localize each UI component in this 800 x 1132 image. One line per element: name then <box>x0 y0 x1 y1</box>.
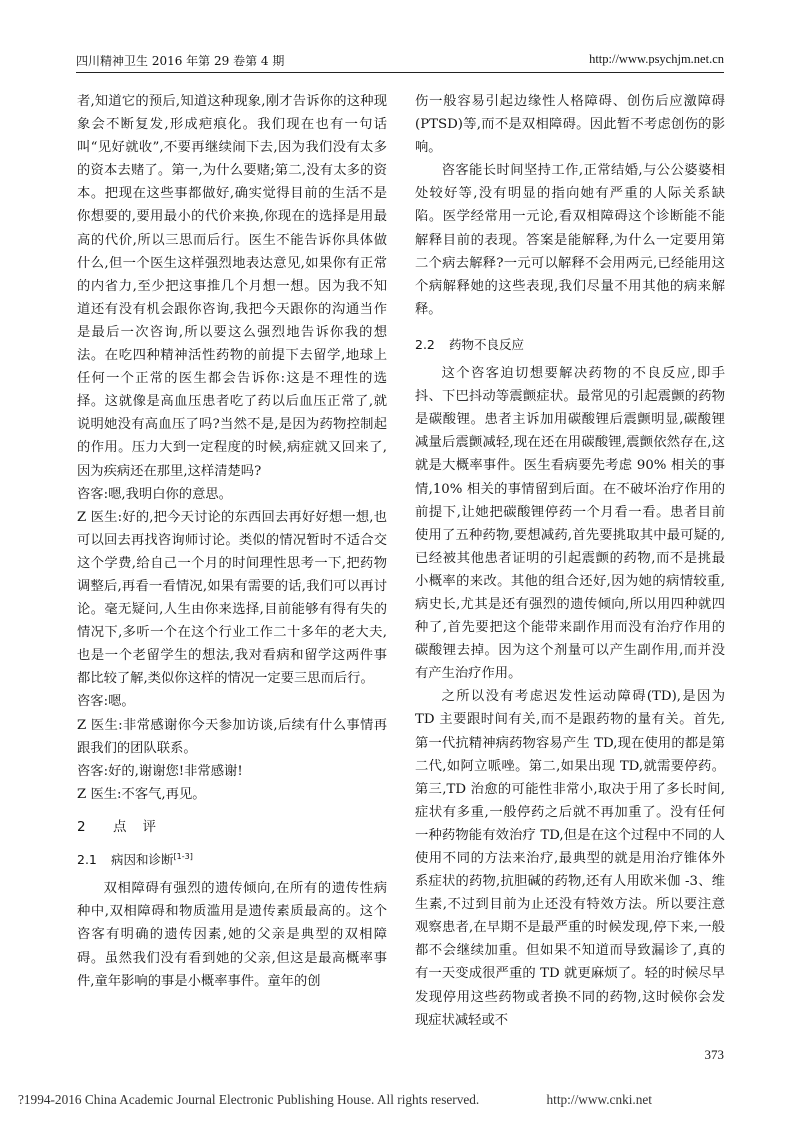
journal-title: 四川精神卫生 2016 年第 29 卷第 4 期 <box>76 54 285 68</box>
section-heading <box>77 816 387 839</box>
journal-url: http://www.psychjm.net.cn <box>589 52 724 66</box>
subsection-title: 药物不良反应 <box>449 336 525 352</box>
header-rule <box>76 72 724 73</box>
footer <box>18 1092 782 1108</box>
footer-site-link[interactable]: http://www.cnki.net <box>546 1092 652 1107</box>
dialogue-line: Z 医生:不客气,再见。 <box>77 786 206 802</box>
subsection-heading <box>415 333 725 356</box>
dialogue-line: Z 医生:好的,把今天讨论的东西回去再好好想一想,也可以回去再找咨询师讨论。类似的情况暂时不适合交这个学费,给自己一个月的时间理性思考一下,把药物调整后,再看一看情况,如果有需要的话,我们可以再讨论。毫无疑问,人生由你来选择,目前能够有得有失的情况下,多听一个在这个行业工作二十多年的老大夫,也是一个老留学生的想法,我对看病和留学这两件事都比较了解,类似你这样的情况一定要三思而后行。 <box>77 509 387 687</box>
paragraph: 这个咨客迫切想要解决药物的不良反应,即手抖、下巴抖动等震颤症状。最常见的引起震颤的药物是碳酸锂。患者主诉加用碳酸锂后震颤明显,碳酸锂减量后震颤减轻,现在还在用碳酸锂,震颤依然存在,这就是大概率事件。医生看病要先考虑 90% 相关的事情,10% 相关的事情留到后面。在不破坏治疗作用的前提下,让她把碳酸锂停药一个月看一看。患者目前使用了五种药物,要想减药,首先要挑取其中最可疑的,已经被其他患者证明的引起震颤的药物,而不是挑最小概率的来改。其他的组合还好,因为她的病情较重,病史长,尤其是还有强烈的遗传倾向,所以用四种就四种了,首先要把这个能带来副作用而没有治疗作用的碳酸锂去掉。因为这个剂量可以产生副作用,而并没有产生治疗作用。 <box>415 366 725 682</box>
running-header <box>76 52 724 72</box>
paragraph: 者,知道它的预后,知道这种现象,刚才告诉你的这种现象会不断复发,形成疤痕化。我们现在也有一句话叫“见好就收”,不要再继续闹下去,因为我们没有太多的资本去赌了。第一,为什么要赌;第二,没有太多的资本。把现在这些事都做好,确实觉得目前的生活不是你想要的,要用最小的代价来换,你现在的选择是用最高的代价,所以三思而后行。医生不能告诉你具体做什么,但一个医生这样强烈地表达意见,如果你有正常的内省力,至少把这事推几个月想一想。因为我不知道还有没有机会跟你咨询,我把今天跟你的沟通当作是最后一次咨询,所以要这么强烈地告诉你我的想法。在吃四种精神活性药物的前提下去留学,地球上任何一个正常的医生都会告诉你:这是不理性的选择。这就像是高血压患者吃了药以后血压正常了,就说明她没有高血压了吗?当然不是,是因为药物控制起的作用。压力大到一定程度的时候,病症就又回来了,因为疾病还在那里,这样清楚吗? <box>77 94 387 479</box>
left-column <box>77 90 387 993</box>
paragraph: 伤一般容易引起边缘性人格障碍、创伤后应激障碍(PTSD)等,而不是双相障碍。因此暂不考虑创伤的影响。 <box>415 94 725 156</box>
subsection-number: 2.2 <box>415 336 435 352</box>
section-number: 2 <box>77 818 86 835</box>
copyright-notice: ?1994-2016 China Academic Journal Electronic Publishing House. All rights reserved. <box>18 1092 480 1107</box>
subsection-number: 2.1 <box>77 852 97 868</box>
citation-ref: [1-3] <box>173 852 193 861</box>
right-column <box>415 90 725 1032</box>
paragraph: 双相障碍有强烈的遗传倾向,在所有的遗传性病种中,双相障碍和物质滥用是遗传素质最高的。这个咨客有明确的遗传因素,她的父亲是典型的双相障碍。虽然我们没有看到她的父亲,但这是最高概率事件,童年影响的事是小概率事件。童年的创 <box>77 881 387 989</box>
dialogue-line: 咨客:嗯。 <box>77 694 135 710</box>
subsection-title: 病因和诊断 <box>111 852 174 868</box>
paragraph: 之所以没有考虑迟发性运动障碍(TD),是因为 TD 主要跟时间有关,而不是跟药物的量有关。首先,第一代抗精神病药物容易产生 TD,现在使用的都是第二代,如阿立哌唑。第二,如果出现 TD,就需要停药。第三,TD 治愈的可能性非常小,取决于用了多长时间,症状有多重,一般停药之后就不再加重了。没有任何一种药物能有效治疗 TD,但是在这个过程中不同的人使用不同的方法来治疗,最典型的就是用治疗锥体外系症状的药物,抗胆碱的药物,还有人用欧米伽 -3、维生素,不过到目前为止还没有特效方法。所以要注意观察患者,在早期不是最严重的时候发现,停下来,一般都不会继续加重。但如果不知道而导致漏诊了,真的有一天变成很严重的 TD 就更麻烦了。轻的时候尽早发现停用这些药物或者换不同的药物,这时候你会发现症状减轻或不 <box>415 689 725 1028</box>
paragraph: 咨客能长时间坚持工作,正常结婚,与公公婆婆相处较好等,没有明显的指向她有严重的人际关系缺陷。医学经常用一元论,看双相障碍这个诊断能不能解释目前的表现。答案是能解释,为什么一定要用第二个病去解释?一元可以解释不会用两元,已经能用这个病解释她的这些表现,我们尽量不用其他的病来解释。 <box>415 163 725 317</box>
subsection-heading <box>77 845 387 871</box>
dialogue-line: 咨客:嗯,我明白你的意思。 <box>77 486 232 502</box>
dialogue-line: 咨客:好的,谢谢您!非常感谢! <box>77 763 243 779</box>
section-title: 点评 <box>113 818 172 835</box>
spacer <box>415 321 725 331</box>
page-number: 373 <box>704 1047 724 1062</box>
dialogue-line: Z 医生:非常感谢你今天参加访谈,后续有什么事情再跟我们的团队联系。 <box>77 717 387 756</box>
